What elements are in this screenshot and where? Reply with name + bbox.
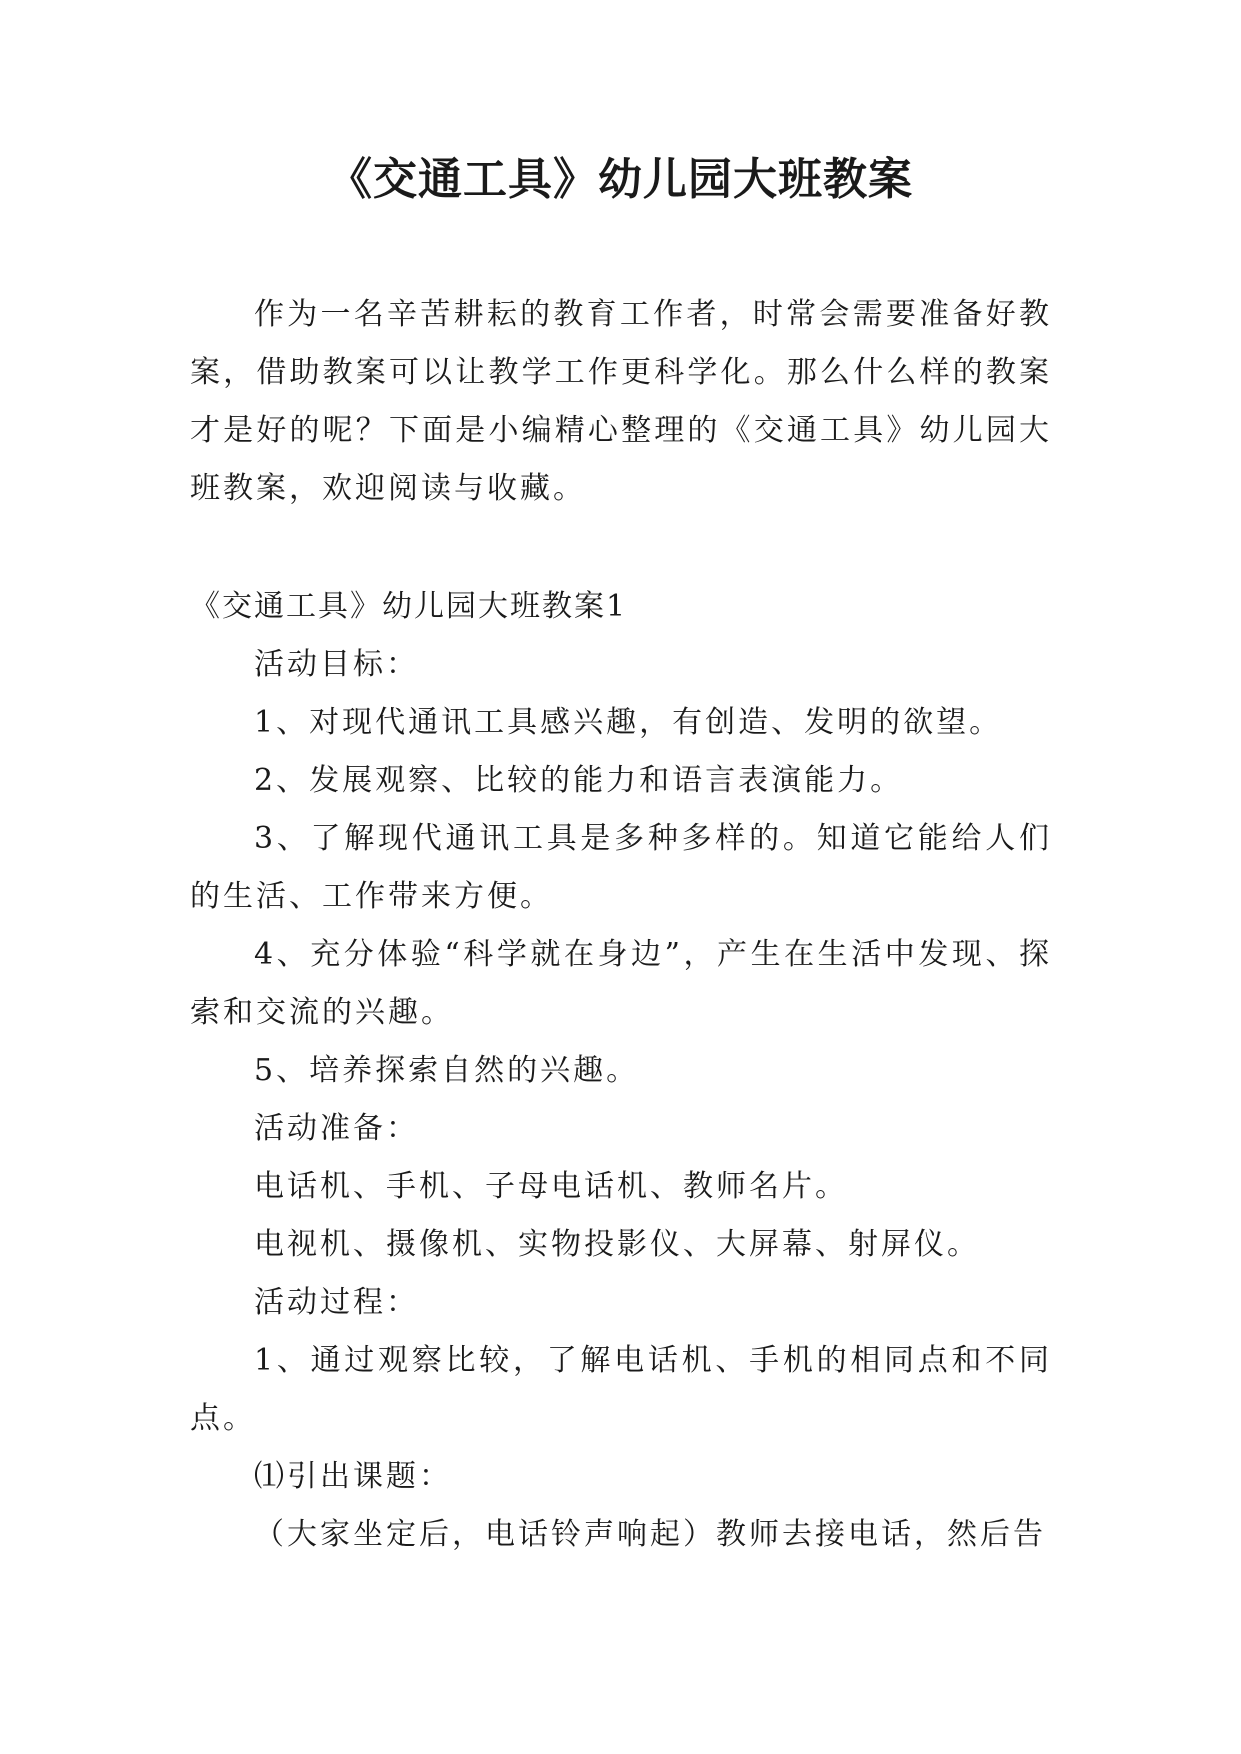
heading-activity-process: 活动过程： bbox=[254, 1285, 419, 1320]
goal-item-5: 5、培养探索自然的兴趣。 bbox=[254, 1053, 640, 1088]
goal-item-1: 1、对现代通讯工具感兴趣，有创造、发明的欲望。 bbox=[254, 705, 1003, 740]
lesson-plan-content bbox=[190, 578, 1052, 1564]
goal-item-4: 4、充分体验“科学就在身边”，产生在生活中发现、探索和交流的兴趣。 bbox=[190, 937, 1052, 1030]
process-step-1: 1、通过观察比较，了解电话机、手机的相同点和不同点。 bbox=[190, 1343, 1052, 1436]
goal-item-2: 2、发展观察、比较的能力和语言表演能力。 bbox=[254, 763, 904, 798]
document-title: 《交通工具》幼儿园大班教案 bbox=[328, 154, 913, 205]
section-title: 《交通工具》幼儿园大班教案1 bbox=[190, 589, 628, 624]
process-paragraph: （大家坐定后，电话铃声响起）教师去接电话，然后告 bbox=[254, 1517, 1046, 1552]
preparation-item-1: 电话机、手机、子母电话机、教师名片。 bbox=[254, 1169, 848, 1204]
heading-activity-goals: 活动目标： bbox=[254, 647, 419, 682]
preparation-item-2: 电视机、摄像机、实物投影仪、大屏幕、射屏仪。 bbox=[254, 1227, 980, 1262]
heading-activity-preparation: 活动准备： bbox=[254, 1111, 419, 1146]
intro-paragraph: 作为一名辛苦耕耘的教育工作者，时常会需要准备好教案，借助教案可以让教学工作更科学化。那么什么样的教案才是好的呢？下面是小编精心整理的《交通工具》幼儿园大班教案，欢迎阅读与收藏。 bbox=[190, 297, 1052, 506]
process-substep-1: ⑴引出课题： bbox=[254, 1459, 452, 1494]
goal-item-3: 3、了解现代通讯工具是多种多样的。知道它能给人们的生活、工作带来方便。 bbox=[190, 821, 1052, 914]
